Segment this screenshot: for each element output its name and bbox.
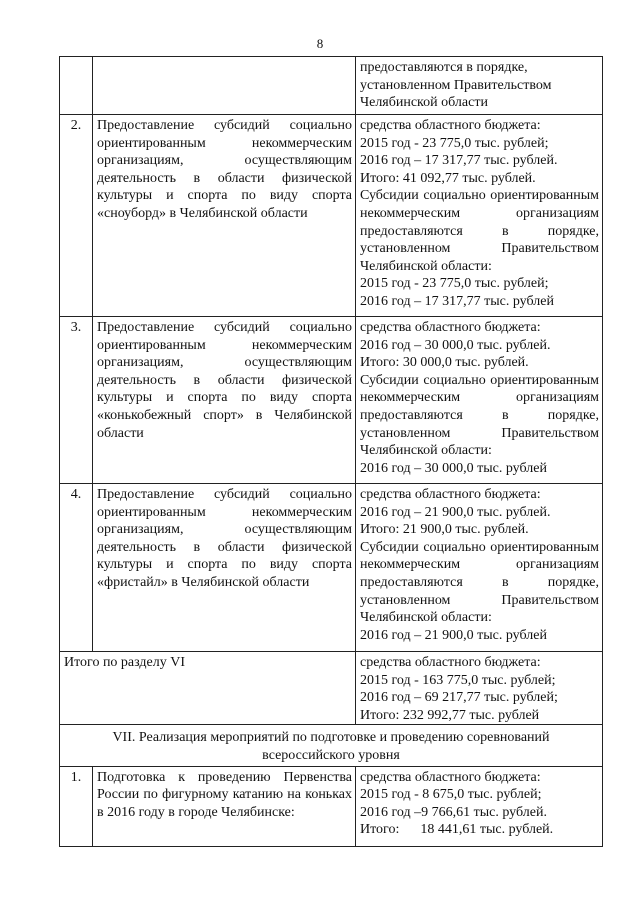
section-total-row: [60, 652, 603, 725]
table-row-continuation: [60, 57, 603, 115]
funding-line: 2015 год - 23 775,0 тыс. рублей;: [360, 135, 549, 151]
funding-line: 2016 год – 17 317,77 тыс. рублей.: [360, 153, 558, 169]
funding-line: средства областного бюджета:: [360, 655, 541, 670]
section-total-label: Итого по разделу VI: [60, 652, 356, 725]
funding-line: 2016 год – 30 000,0 тыс. рублей.: [360, 337, 551, 353]
table-row-2: [60, 115, 603, 317]
row-number: 4.: [60, 484, 93, 652]
funding-cell: [356, 115, 603, 317]
funding-line: средства областного бюджета:: [360, 769, 541, 785]
funding-line: средства областного бюджета:: [360, 118, 541, 133]
funding-note: Субсидии социально ориентированным некоммерческим организациям предоставляются в порядке, установленном Правительством Челябинской области:: [360, 188, 599, 274]
description-text: Предоставление субсидий социально ориентированным некоммерческим организациям, осуществляющим деятельность в области физической культуры и спорта по виду спорта «сноуборд» в Челябинской области: [97, 118, 352, 221]
funding-line: Итого: 21 900,0 тыс. рублей.: [360, 522, 529, 538]
program-table: [59, 56, 603, 847]
section-heading-row: [60, 725, 603, 766]
funding-line: 2016 год – 21 900,0 тыс. рублей.: [360, 504, 551, 520]
funding-cell: [356, 652, 603, 725]
funding-line: 2015 год - 23 775,0 тыс. рублей;: [360, 276, 549, 292]
funding-line: 2015 год - 163 775,0 тыс. рублей;: [360, 672, 556, 688]
table-row-vii-1: [60, 766, 603, 846]
funding-line: средства областного бюджета:: [360, 487, 541, 502]
funding-line: Итого: 232 992,77 тыс. рублей: [360, 707, 540, 723]
funding-line: установленном Правительством: [360, 77, 552, 93]
table-row-3: [60, 317, 603, 484]
funding-line: 2016 год – 17 317,77 тыс. рублей: [360, 293, 554, 309]
funding-line: 2016 год – 21 900,0 тыс. рублей: [360, 627, 547, 643]
funding-line: 2016 год –9 766,61 тыс. рублей.: [360, 804, 547, 820]
funding-line: средства областного бюджета:: [360, 320, 541, 335]
description-cell: [93, 57, 356, 115]
funding-note: Субсидии социально ориентированным некоммерческим организациям предоставляются в порядке, установленном Правительством Челябинской области:: [360, 539, 599, 626]
funding-cell: [356, 766, 603, 846]
row-number-cell: [60, 57, 93, 115]
funding-line: Челябинской области: [360, 95, 488, 111]
row-number: 3.: [60, 317, 93, 484]
funding-line: 2016 год – 69 217,77 тыс. рублей;: [360, 690, 558, 706]
table-row-4: [60, 484, 603, 652]
description-cell: [93, 484, 356, 652]
description-text: Подготовка к проведению Первенства России по фигурному катанию на коньках в 2016 году в городе Челябинске:: [97, 769, 352, 820]
funding-line: 2015 год - 8 675,0 тыс. рублей;: [360, 787, 542, 803]
funding-line: 2016 год – 30 000,0 тыс. рублей: [360, 460, 547, 476]
section-heading: VII. Реализация мероприятий по подготовке и проведению соревнований всероссийского уровня: [60, 725, 603, 766]
funding-cell: [356, 484, 603, 652]
description-cell: [93, 115, 356, 317]
row-number: 2.: [60, 115, 93, 317]
row-number: 1.: [60, 766, 93, 846]
description-cell: [93, 317, 356, 484]
description-text: Предоставление субсидий социально ориентированным некоммерческим организациям, осуществляющим деятельность в области физической культуры и спорта по виду спорта «конькобежный спорт» в Челябинской области: [97, 320, 352, 441]
description-text: Предоставление субсидий социально ориентированным некоммерческим организациям, осуществляющим деятельность в области физической культуры и спорта по виду спорта «фристайл» в Челябинской области: [97, 487, 352, 590]
funding-line: Итого: 41 092,77 тыс. рублей.: [360, 170, 536, 186]
funding-line: предоставляются в порядке,: [360, 60, 528, 75]
funding-line: Итого: 30 000,0 тыс. рублей.: [360, 355, 529, 371]
funding-note: Субсидии социально ориентированным некоммерческим организациям предоставляются в порядке, установленном Правительством Челябинской области:: [360, 372, 599, 459]
description-cell: [93, 766, 356, 846]
funding-line: Итого: 18 441,61 тыс. рублей.: [360, 822, 554, 838]
page-number: 8: [316, 36, 324, 51]
funding-cell: [356, 317, 603, 484]
funding-cell: [356, 57, 603, 115]
